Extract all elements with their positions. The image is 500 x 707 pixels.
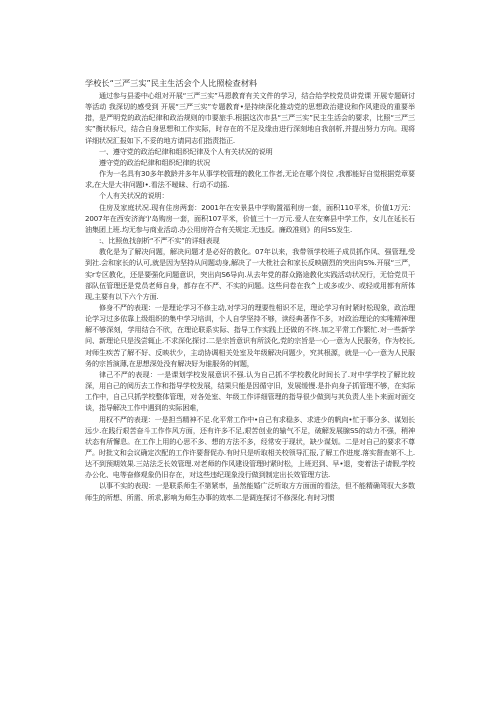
paragraph: 住房及家庭状况.现有住房两套：2001年在安景县中学购置福利房一套，面积110平米，价值1万元：2007年在西安济海')'岛购房一套，面积107平米，价值三十一万元.爱人在安寨县中学工作，女儿在延长石油集团上班.均无参与商业活动.办公用房符合有关规定.无违反。廉政准则》的问SS发生.: [85, 202, 415, 234]
document-page: [85, 78, 415, 503]
section-heading: :、比照鱼找剖析“不严不实”的详细表现: [99, 236, 220, 246]
section-heading: 一、遵守党的政治纪律和组织纪律及个人有关状况的说明: [99, 146, 273, 156]
section-heading: 遵守党的政治纪律和组织纪律的状况: [99, 157, 211, 167]
paragraph: 作为一名具有30多年教龄并多年从事学校管理的教化工作者,无论在哪个岗位 ,我都能好自觉根据党章要求,在大是大非问题I•.看法不暧昧、行动不动摇.: [85, 169, 415, 190]
paragraph: 教化是为了解决问题，解决问题才是必好的教化。07年以来，我带领学校班子成员抓作风、强管理,受到社.会和家长的认可,就是因为坚持从问题动身,解决了一大枇社会和家长反映剧烈的突出向S%.开展“三严，实r专区教化，还是要强化问题意识，突出向S6导向.从去年党的群众路途教化实践活动状况行，无恰党员干部队伍管理还是党员老师自身，都存在不严、不实的问题。这些问卷在我^上或多或少、或轻或用都有所体现,主要有以下六个方面.: [85, 247, 415, 301]
section-heading: 个人有关状况的说明：: [99, 191, 169, 201]
paragraph: 律己不严的表现：一是课划学校发展意识不强.认为自己抓不学校教化时间长了.对中学学校了解比较深，用自己的阅历去工作和指导学校发展，结果只能是因循守旧，发展缓慢.是扑向身子抓管理不够，在实际工作中，自己只抓学校整体管理，对各处室、年级工作详细管理的指导很少做到与其负责人坐卜来面对面交谈，指导解决工作中遇到的实际困难，: [85, 369, 415, 413]
document-title: 学校长“三严三实”民主生活会个人比照检查材料: [85, 78, 258, 88]
document-body: [85, 90, 415, 503]
paragraph: 通过参与县委中心组对开展“三严三实”马恩教育有关文件的学习，结合给学校党员讲党课 开展专题研讨等活动 我深切的感受到 开展“三严三实”专题教育•是持续深化推动党的思想政治建设和作风建设的重要举措，是严明党的政治纪律和政治规则的巾要旅手.根据这次市县“三严三实”民主生活会的要求，比照“三严三实”衡状标尺，结合自身思想和工作实际，时存在的不足及缘由进行深刻地自我剖析,并提出努力方向。现将详细状况汇报如下,不妥的地方请同志们指责指正.: [85, 91, 415, 145]
paragraph: 修身不严的表现：一是理论学习不修主动,对学习的理要性相识不足，理论学习有时紧时松现象，政治理论学习过多依靠上级组织的集中学习培训，个人自学坚持不够，读经典著作不多，对政治理论的实唯精神理解不够深刻，学用结合不欣，在理论联系实际、指导工作实践上还做的不终.加之平常工作繁忙.对一些新学问、新理论只是浅尝辄止.不求深化探讨.二是宗旨意识有所淡化,党的宗旨是一心一意为人民服务，作为校长,对师生疾苦了解不好、反映状少，主动协调相关处室及年级解决问题少，究其根源，就是一心一意为人民服务的宗旨演薄,在思想深处没有解决好为谁服务的何题，: [85, 302, 415, 368]
paragraph: 以事不实的表现：一是联系师生不第紧率，虽然能婚广泛听取方方面面的看法，但不能精确驾驭大多数师生的所想、所需、所求,影响为师生办事的效率.二是调连探讨不修深化.有时习惯: [85, 481, 415, 502]
paragraph: 用权不严的表现：一是担当精神不足.化平常工作中•自己有求稳多、求进少的帆向•忙于事分多、谋划长远少.在践行艰苦奋斗工作作风方面，还有许多不足,艰苦创业的输气不足，破解发展腺SS的动力不强，稍神状态有所懈息。在工作上用的心思不多、想的方法不多，经常安于现状，缺少谋划。二是对自己的要求不尊严。时批文和会议确定次配的工作许要督促办.有时只是听取相关校领导汇报,了解工作进度.落实督查第不.上.达不到预期效果.三站法乏长效管理.对老师的作风建设管理时紧时松，上班迟到、早•退，变着法子请假,学校办公化、电等奋修观象仍旧存在，对这些违纪现象没行做到制定出长效管理方法.: [85, 414, 415, 480]
